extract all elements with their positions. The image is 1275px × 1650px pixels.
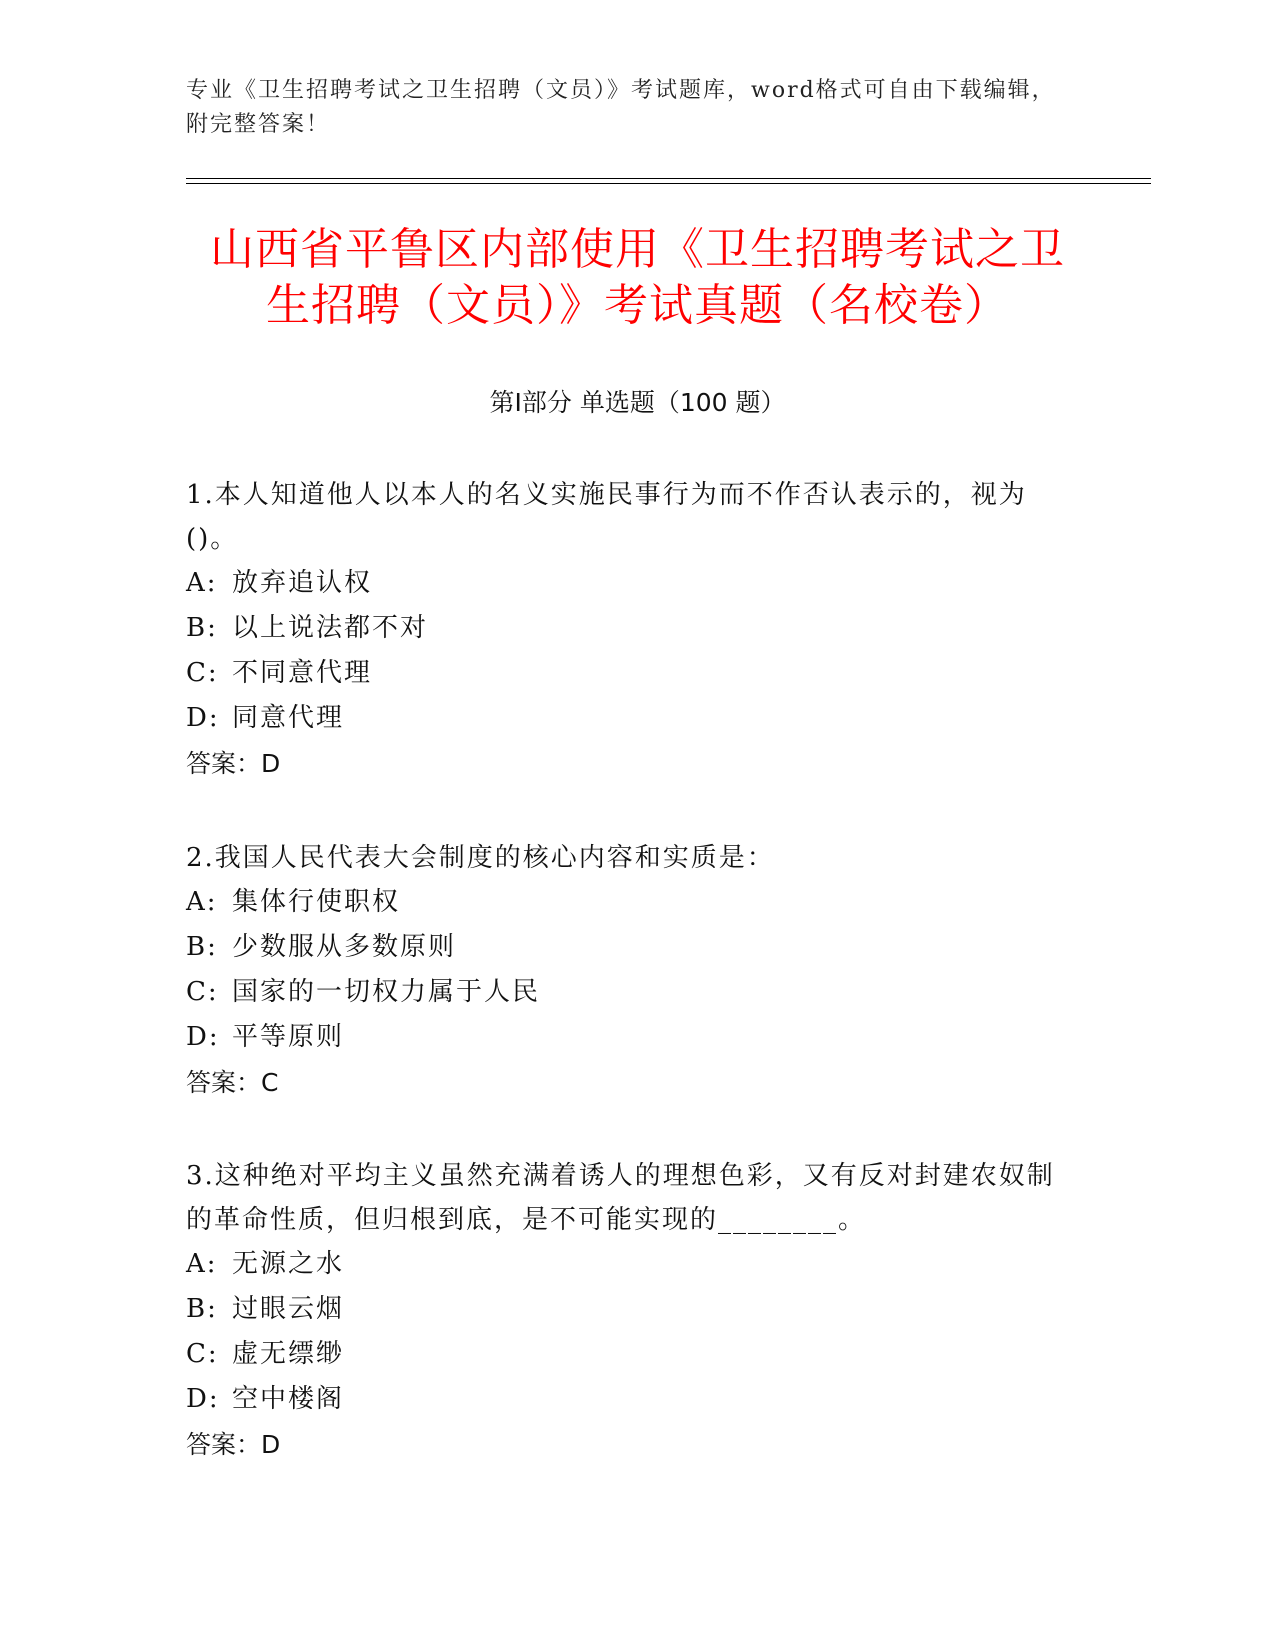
option-text: 以上说法都不对 [232, 613, 429, 643]
option-b [186, 1287, 1056, 1332]
option-text: 少数服从多数原则 [232, 932, 457, 962]
option-text: 同意代理 [232, 703, 345, 733]
option-key: C: [186, 658, 219, 688]
option-key: A: [186, 568, 218, 598]
option-c [186, 651, 1056, 696]
option-a [186, 1242, 1056, 1287]
option-d [186, 1377, 1056, 1422]
option-text: 虚无缥缈 [232, 1339, 345, 1369]
option-a [186, 880, 1056, 925]
header-divider-bottom [186, 183, 1151, 184]
option-text: 国家的一切权力属于人民 [232, 977, 541, 1007]
option-text: 集体行使职权 [232, 887, 401, 917]
question-stem: 2.我国人民代表大会制度的核心内容和实质是： [186, 843, 775, 873]
option-key: B: [186, 1294, 218, 1324]
option-key: C: [186, 1339, 219, 1369]
option-a [186, 561, 1056, 606]
section-heading: 第Ⅰ部分 单选题（100 题） [489, 388, 786, 417]
option-key: D: [186, 1384, 220, 1414]
option-text: 不同意代理 [232, 658, 373, 688]
answer-label: 答案：D [186, 1430, 281, 1459]
document-title [150, 222, 1125, 334]
option-b [186, 606, 1056, 651]
header-note: 专业《卫生招聘考试之卫生招聘（文员）》考试题库，word格式可自由下载编辑，附完整答案！ [186, 78, 1056, 137]
option-b [186, 925, 1056, 970]
option-d [186, 696, 1056, 741]
option-key: A: [186, 887, 218, 917]
option-key: C: [186, 977, 219, 1007]
option-text: 过眼云烟 [232, 1294, 345, 1324]
question-stem: 3.这种绝对平均主义虽然充满着诱人的理想色彩，又有反对封建农奴制的革命性质，但归根到底，是不可能实现的________。 [186, 1161, 1055, 1235]
question-1 [186, 473, 1056, 787]
option-key: B: [186, 613, 218, 643]
option-d [186, 1015, 1056, 1060]
option-text: 空中楼阁 [232, 1384, 345, 1414]
option-c [186, 1332, 1056, 1377]
answer-label: 答案：D [186, 749, 281, 778]
header-divider-top [186, 178, 1151, 179]
document-title-line-2: 生招聘（文员）》考试真题（名校卷） [266, 280, 1009, 331]
question-stem: 1.本人知道他人以本人的名义实施民事行为而不作否认表示的，视为()。 [186, 480, 1027, 554]
option-key: D: [186, 1022, 220, 1052]
option-text: 平等原则 [232, 1022, 345, 1052]
answer-label: 答案：C [186, 1068, 279, 1097]
option-c [186, 970, 1056, 1015]
option-text: 无源之水 [232, 1249, 345, 1279]
option-key: B: [186, 932, 218, 962]
option-key: A: [186, 1249, 218, 1279]
document-title-line-1: 山西省平鲁区内部使用《卫生招聘考试之卫 [210, 224, 1065, 275]
option-text: 放弃追认权 [232, 568, 373, 598]
question-3 [186, 1154, 1056, 1468]
question-2 [186, 836, 1056, 1106]
option-key: D: [186, 703, 220, 733]
